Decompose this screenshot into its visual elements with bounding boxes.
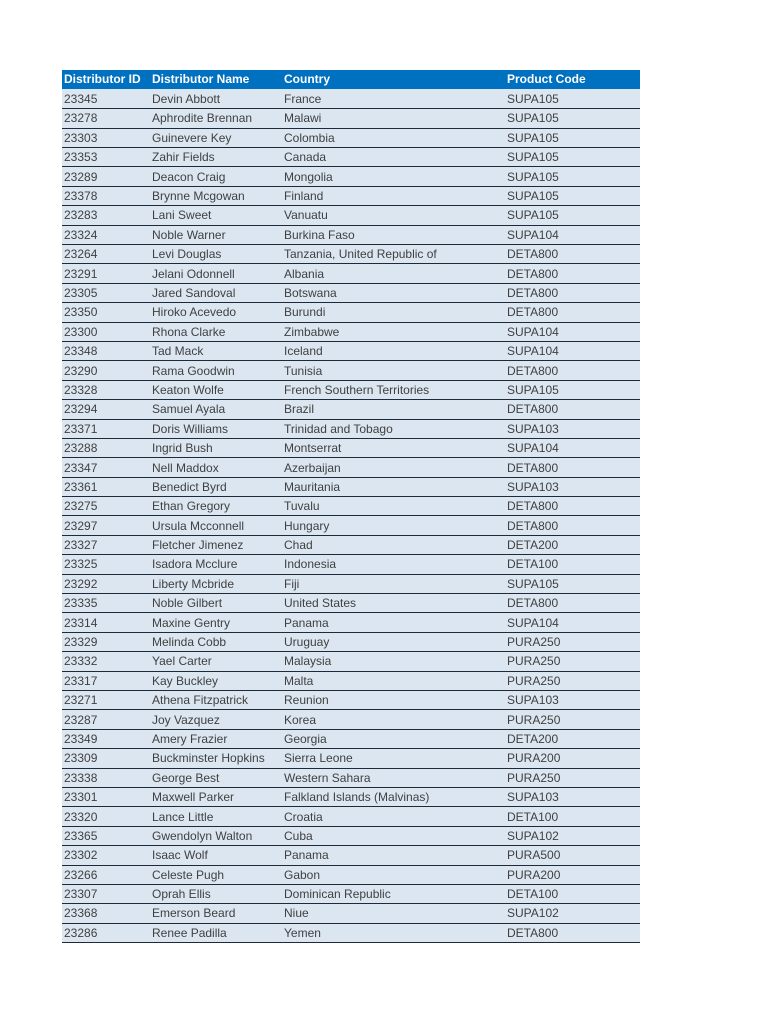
cell-product-code[interactable]: DETA800	[505, 400, 640, 419]
cell-distributor-name[interactable]: Emerson Beard	[150, 904, 282, 923]
cell-distributor-name[interactable]: Samuel Ayala	[150, 400, 282, 419]
cell-product-code[interactable]: DETA800	[505, 497, 640, 516]
cell-distributor-id[interactable]: 23328	[62, 380, 150, 399]
cell-product-code[interactable]: PURA250	[505, 671, 640, 690]
table-row	[62, 749, 640, 768]
cell-distributor-name[interactable]: Guinevere Key	[150, 128, 282, 147]
cell-product-code[interactable]: SUPA104	[505, 225, 640, 244]
cell-country[interactable]: Vanuatu	[282, 206, 505, 225]
cell-product-code[interactable]: SUPA105	[505, 206, 640, 225]
cell-distributor-id[interactable]: 23325	[62, 555, 150, 574]
table-row	[62, 555, 640, 574]
cell-distributor-name[interactable]: Melinda Cobb	[150, 632, 282, 651]
table-row	[62, 264, 640, 283]
table-row	[62, 283, 640, 302]
cell-product-code[interactable]: SUPA105	[505, 574, 640, 593]
cell-product-code[interactable]: SUPA103	[505, 477, 640, 496]
cell-distributor-id[interactable]: 23283	[62, 206, 150, 225]
cell-distributor-id[interactable]: 23266	[62, 865, 150, 884]
cell-country[interactable]: Yemen	[282, 923, 505, 942]
cell-distributor-id[interactable]: 23338	[62, 768, 150, 787]
cell-product-code[interactable]: SUPA102	[505, 904, 640, 923]
cell-country[interactable]: Korea	[282, 710, 505, 729]
cell-distributor-name[interactable]: Hiroko Acevedo	[150, 303, 282, 322]
cell-country[interactable]: Canada	[282, 148, 505, 167]
table-row	[62, 710, 640, 729]
cell-distributor-name[interactable]: Keaton Wolfe	[150, 380, 282, 399]
cell-distributor-name[interactable]: Tad Mack	[150, 341, 282, 360]
cell-distributor-name[interactable]: Ursula Mcconnell	[150, 516, 282, 535]
cell-distributor-name[interactable]: Benedict Byrd	[150, 477, 282, 496]
cell-distributor-name[interactable]: Jared Sandoval	[150, 283, 282, 302]
cell-product-code[interactable]: SUPA105	[505, 128, 640, 147]
cell-distributor-name[interactable]: Lani Sweet	[150, 206, 282, 225]
cell-distributor-id[interactable]: 23309	[62, 749, 150, 768]
cell-country[interactable]: Mongolia	[282, 167, 505, 186]
cell-product-code[interactable]: DETA800	[505, 516, 640, 535]
table-row	[62, 109, 640, 128]
cell-product-code[interactable]: DETA800	[505, 361, 640, 380]
table-row	[62, 826, 640, 845]
cell-country[interactable]: Tunisia	[282, 361, 505, 380]
cell-distributor-id[interactable]: 23300	[62, 322, 150, 341]
cell-country[interactable]: Zimbabwe	[282, 322, 505, 341]
table-row	[62, 923, 640, 942]
table-row	[62, 846, 640, 865]
column-header-distributor-name[interactable]: Distributor Name	[152, 72, 250, 87]
cell-distributor-name[interactable]: Buckminster Hopkins	[150, 749, 282, 768]
cell-distributor-id[interactable]: 23271	[62, 691, 150, 710]
cell-country[interactable]: Malawi	[282, 109, 505, 128]
cell-distributor-id[interactable]: 23292	[62, 574, 150, 593]
table-row	[62, 438, 640, 457]
cell-product-code[interactable]: SUPA104	[505, 613, 640, 632]
cell-product-code[interactable]: PURA200	[505, 865, 640, 884]
cell-country[interactable]: Falkland Islands (Malvinas)	[282, 787, 505, 806]
table-row	[62, 400, 640, 419]
cell-distributor-name[interactable]: Doris Williams	[150, 419, 282, 438]
cell-product-code[interactable]: DETA800	[505, 458, 640, 477]
table-row	[62, 341, 640, 360]
cell-country[interactable]: Colombia	[282, 128, 505, 147]
cell-distributor-name[interactable]: Aphrodite Brennan	[150, 109, 282, 128]
table-row	[62, 206, 640, 225]
cell-country[interactable]: Trinidad and Tobago	[282, 419, 505, 438]
cell-distributor-id[interactable]: 23348	[62, 341, 150, 360]
cell-distributor-name[interactable]: Ethan Gregory	[150, 497, 282, 516]
cell-distributor-name[interactable]: Brynne Mcgowan	[150, 186, 282, 205]
cell-country[interactable]: Georgia	[282, 729, 505, 748]
cell-product-code[interactable]: DETA800	[505, 923, 640, 942]
cell-distributor-id[interactable]: 23314	[62, 613, 150, 632]
cell-product-code[interactable]: DETA100	[505, 807, 640, 826]
cell-distributor-id[interactable]: 23302	[62, 846, 150, 865]
table-row	[62, 128, 640, 147]
cell-distributor-name[interactable]: Levi Douglas	[150, 245, 282, 264]
cell-distributor-id[interactable]: 23317	[62, 671, 150, 690]
cell-distributor-name[interactable]: Rhona Clarke	[150, 322, 282, 341]
cell-country[interactable]: Indonesia	[282, 555, 505, 574]
cell-distributor-id[interactable]: 23264	[62, 245, 150, 264]
cell-country[interactable]: Dominican Republic	[282, 884, 505, 903]
cell-country[interactable]: Tanzania, United Republic of	[282, 245, 505, 264]
cell-distributor-name[interactable]: Lance Little	[150, 807, 282, 826]
table-row	[62, 322, 640, 341]
cell-product-code[interactable]: DETA100	[505, 555, 640, 574]
table-row	[62, 904, 640, 923]
cell-country[interactable]: Western Sahara	[282, 768, 505, 787]
table-row	[62, 167, 640, 186]
cell-product-code[interactable]: PURA500	[505, 846, 640, 865]
cell-country[interactable]: Burkina Faso	[282, 225, 505, 244]
cell-country[interactable]: Mauritania	[282, 477, 505, 496]
table-row	[62, 361, 640, 380]
cell-distributor-name[interactable]: George Best	[150, 768, 282, 787]
cell-country[interactable]: Malta	[282, 671, 505, 690]
cell-distributor-id[interactable]: 23307	[62, 884, 150, 903]
cell-distributor-name[interactable]: Renee Padilla	[150, 923, 282, 942]
cell-country[interactable]: Uruguay	[282, 632, 505, 651]
cell-product-code[interactable]: SUPA105	[505, 89, 640, 108]
cell-product-code[interactable]: DETA800	[505, 264, 640, 283]
cell-distributor-name[interactable]: Jelani Odonnell	[150, 264, 282, 283]
cell-country[interactable]: Sierra Leone	[282, 749, 505, 768]
cell-distributor-id[interactable]: 23297	[62, 516, 150, 535]
cell-distributor-name[interactable]: Liberty Mcbride	[150, 574, 282, 593]
cell-country[interactable]: Niue	[282, 904, 505, 923]
cell-distributor-name[interactable]: Fletcher Jimenez	[150, 535, 282, 554]
cell-country[interactable]: Croatia	[282, 807, 505, 826]
table-row	[62, 380, 640, 399]
table-row	[62, 186, 640, 205]
cell-distributor-id[interactable]: 23350	[62, 303, 150, 322]
table-row	[62, 516, 640, 535]
cell-product-code[interactable]: DETA200	[505, 729, 640, 748]
cell-country[interactable]: Botswana	[282, 283, 505, 302]
cell-distributor-name[interactable]: Rama Goodwin	[150, 361, 282, 380]
cell-distributor-id[interactable]: 23287	[62, 710, 150, 729]
cell-product-code[interactable]: PURA250	[505, 710, 640, 729]
cell-country[interactable]: Tuvalu	[282, 497, 505, 516]
cell-distributor-name[interactable]: Kay Buckley	[150, 671, 282, 690]
cell-product-code[interactable]: PURA200	[505, 749, 640, 768]
cell-distributor-name[interactable]: Isadora Mcclure	[150, 555, 282, 574]
cell-distributor-id[interactable]: 23290	[62, 361, 150, 380]
cell-distributor-id[interactable]: 23291	[62, 264, 150, 283]
column-header-product-code[interactable]: Product Code	[507, 72, 586, 87]
column-header-country[interactable]: Country	[284, 72, 330, 87]
table-row	[62, 89, 640, 108]
cell-distributor-id[interactable]: 23361	[62, 477, 150, 496]
cell-distributor-name[interactable]: Nell Maddox	[150, 458, 282, 477]
cell-country[interactable]: Finland	[282, 186, 505, 205]
table-row	[62, 884, 640, 903]
table-row	[62, 807, 640, 826]
cell-product-code[interactable]: SUPA102	[505, 826, 640, 845]
cell-distributor-name[interactable]: Noble Gilbert	[150, 594, 282, 613]
cell-distributor-name[interactable]: Gwendolyn Walton	[150, 826, 282, 845]
cell-distributor-id[interactable]: 23371	[62, 419, 150, 438]
cell-country[interactable]: Burundi	[282, 303, 505, 322]
table-row	[62, 148, 640, 167]
cell-distributor-id[interactable]: 23289	[62, 167, 150, 186]
distributor-table	[62, 70, 640, 943]
cell-product-code[interactable]: PURA250	[505, 768, 640, 787]
cell-distributor-name[interactable]: Amery Frazier	[150, 729, 282, 748]
cell-distributor-name[interactable]: Zahir Fields	[150, 148, 282, 167]
cell-country[interactable]: Cuba	[282, 826, 505, 845]
table-row	[62, 594, 640, 613]
cell-distributor-id[interactable]: 23378	[62, 186, 150, 205]
cell-distributor-id[interactable]: 23335	[62, 594, 150, 613]
cell-distributor-id[interactable]: 23347	[62, 458, 150, 477]
cell-distributor-id[interactable]: 23278	[62, 109, 150, 128]
table-row	[62, 632, 640, 651]
table-row	[62, 574, 640, 593]
cell-distributor-id[interactable]: 23288	[62, 438, 150, 457]
cell-distributor-id[interactable]: 23368	[62, 904, 150, 923]
table-row	[62, 691, 640, 710]
cell-distributor-id[interactable]: 23320	[62, 807, 150, 826]
cell-product-code[interactable]: SUPA105	[505, 186, 640, 205]
cell-country[interactable]: French Southern Territories	[282, 380, 505, 399]
cell-country[interactable]: Hungary	[282, 516, 505, 535]
table-row	[62, 245, 640, 264]
cell-country[interactable]: Fiji	[282, 574, 505, 593]
cell-distributor-id[interactable]: 23353	[62, 148, 150, 167]
cell-product-code[interactable]: SUPA104	[505, 438, 640, 457]
cell-country[interactable]: Panama	[282, 613, 505, 632]
cell-country[interactable]: Azerbaijan	[282, 458, 505, 477]
cell-distributor-id[interactable]: 23294	[62, 400, 150, 419]
table-header-row	[62, 70, 640, 89]
cell-country[interactable]: United States	[282, 594, 505, 613]
cell-product-code[interactable]: SUPA103	[505, 691, 640, 710]
cell-product-code[interactable]: SUPA105	[505, 167, 640, 186]
table-row	[62, 303, 640, 322]
cell-distributor-name[interactable]: Celeste Pugh	[150, 865, 282, 884]
cell-distributor-id[interactable]: 23301	[62, 787, 150, 806]
cell-distributor-id[interactable]: 23324	[62, 225, 150, 244]
cell-country[interactable]: Albania	[282, 264, 505, 283]
cell-country[interactable]: Brazil	[282, 400, 505, 419]
table-row	[62, 477, 640, 496]
cell-product-code[interactable]: DETA800	[505, 245, 640, 264]
cell-product-code[interactable]: DETA200	[505, 535, 640, 554]
table-body	[62, 89, 640, 942]
cell-distributor-name[interactable]: Oprah Ellis	[150, 884, 282, 903]
cell-distributor-name[interactable]: Yael Carter	[150, 652, 282, 671]
cell-distributor-name[interactable]: Maxwell Parker	[150, 787, 282, 806]
cell-product-code[interactable]: SUPA105	[505, 109, 640, 128]
cell-product-code[interactable]: SUPA104	[505, 322, 640, 341]
table-row	[62, 613, 640, 632]
cell-distributor-name[interactable]: Ingrid Bush	[150, 438, 282, 457]
table-row	[62, 497, 640, 516]
cell-product-code[interactable]: SUPA105	[505, 148, 640, 167]
table-row	[62, 787, 640, 806]
table-row	[62, 535, 640, 554]
cell-distributor-id[interactable]: 23332	[62, 652, 150, 671]
cell-product-code[interactable]: SUPA103	[505, 419, 640, 438]
cell-product-code[interactable]: SUPA103	[505, 787, 640, 806]
cell-product-code[interactable]: PURA250	[505, 632, 640, 651]
cell-distributor-id[interactable]: 23327	[62, 535, 150, 554]
cell-product-code[interactable]: DETA800	[505, 283, 640, 302]
table-row	[62, 671, 640, 690]
cell-country[interactable]: Chad	[282, 535, 505, 554]
cell-product-code[interactable]: SUPA104	[505, 341, 640, 360]
cell-distributor-id[interactable]: 23286	[62, 923, 150, 942]
cell-distributor-name[interactable]: Deacon Craig	[150, 167, 282, 186]
column-header-distributor-id[interactable]: Distributor ID	[64, 72, 141, 87]
cell-country[interactable]: Malaysia	[282, 652, 505, 671]
cell-distributor-id[interactable]: 23345	[62, 89, 150, 108]
table-row	[62, 768, 640, 787]
cell-distributor-id[interactable]: 23349	[62, 729, 150, 748]
cell-country[interactable]: Reunion	[282, 691, 505, 710]
cell-product-code[interactable]: SUPA105	[505, 380, 640, 399]
cell-country[interactable]: Montserrat	[282, 438, 505, 457]
cell-distributor-id[interactable]: 23329	[62, 632, 150, 651]
cell-distributor-id[interactable]: 23305	[62, 283, 150, 302]
cell-distributor-id[interactable]: 23275	[62, 497, 150, 516]
table-row	[62, 865, 640, 884]
cell-country[interactable]: Panama	[282, 846, 505, 865]
cell-product-code[interactable]: DETA800	[505, 303, 640, 322]
cell-product-code[interactable]: DETA100	[505, 884, 640, 903]
cell-product-code[interactable]: PURA250	[505, 652, 640, 671]
cell-distributor-name[interactable]: Joy Vazquez	[150, 710, 282, 729]
cell-country[interactable]: Gabon	[282, 865, 505, 884]
cell-country[interactable]: Iceland	[282, 341, 505, 360]
table-row	[62, 419, 640, 438]
cell-distributor-id[interactable]: 23365	[62, 826, 150, 845]
cell-distributor-name[interactable]: Isaac Wolf	[150, 846, 282, 865]
cell-product-code[interactable]: DETA800	[505, 594, 640, 613]
cell-distributor-id[interactable]: 23303	[62, 128, 150, 147]
cell-distributor-name[interactable]: Devin Abbott	[150, 89, 282, 108]
cell-country[interactable]: France	[282, 89, 505, 108]
cell-distributor-name[interactable]: Maxine Gentry	[150, 613, 282, 632]
table-row	[62, 729, 640, 748]
cell-distributor-name[interactable]: Athena Fitzpatrick	[150, 691, 282, 710]
table-row	[62, 458, 640, 477]
cell-distributor-name[interactable]: Noble Warner	[150, 225, 282, 244]
table-row	[62, 652, 640, 671]
table-row	[62, 225, 640, 244]
